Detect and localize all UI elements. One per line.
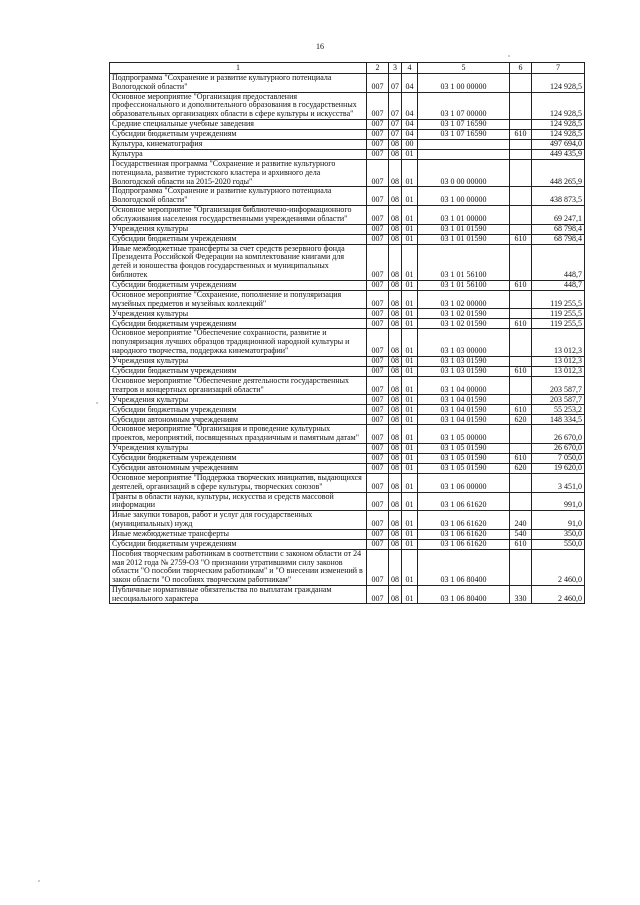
cell-c6 — [510, 119, 532, 129]
cell-c2: 007 — [367, 492, 389, 511]
cell-c5: 03 1 06 80400 — [418, 585, 510, 604]
cell-c4: 01 — [402, 290, 418, 309]
cell-name: Культура — [110, 149, 367, 159]
cell-c6 — [510, 149, 532, 159]
cell-name: Иные закупки товаров, работ и услуг для государственных (муниципальных) нужд — [110, 511, 367, 530]
cell-c3: 07 — [389, 129, 402, 139]
table-row — [110, 415, 585, 425]
cell-c5: 03 1 05 01590 — [418, 453, 510, 463]
cell-c4: 01 — [402, 529, 418, 539]
cell-c7: 119 255,5 — [532, 319, 585, 329]
cell-name: Государственная программа "Сохранение и развитие культурного потенциала, развитие туристского кластера и архивного дела Вологодской области на 2015-2020 годы" — [110, 159, 367, 186]
cell-c7: 69 247,1 — [532, 205, 585, 224]
cell-c2: 007 — [367, 290, 389, 309]
cell-name: Культура, кинематография — [110, 139, 367, 149]
cell-c6 — [510, 244, 532, 280]
cell-c2: 007 — [367, 405, 389, 415]
cell-c5: 03 1 05 00000 — [418, 425, 510, 444]
cell-c7: 124 928,5 — [532, 119, 585, 129]
table-row — [110, 492, 585, 511]
cell-c6: 540 — [510, 529, 532, 539]
cell-c2: 007 — [367, 129, 389, 139]
cell-c6 — [510, 492, 532, 511]
cell-c6 — [510, 309, 532, 319]
cell-c5: 03 1 02 00000 — [418, 290, 510, 309]
cell-c2: 007 — [367, 329, 389, 356]
table-row — [110, 234, 585, 244]
cell-name: Субсидии бюджетным учреждениям — [110, 405, 367, 415]
table-row — [110, 366, 585, 376]
cell-c6: 620 — [510, 463, 532, 473]
cell-c4: 04 — [402, 119, 418, 129]
cell-c4: 01 — [402, 492, 418, 511]
cell-c7: 26 670,0 — [532, 425, 585, 444]
cell-c7: 550,0 — [532, 539, 585, 549]
cell-c5: 03 1 06 61620 — [418, 511, 510, 530]
cell-c3: 08 — [389, 473, 402, 492]
cell-c6: 610 — [510, 280, 532, 290]
table-row — [110, 149, 585, 159]
cell-c3: 08 — [389, 329, 402, 356]
cell-c4: 01 — [402, 244, 418, 280]
cell-c3: 08 — [389, 280, 402, 290]
cell-c3: 08 — [389, 205, 402, 224]
cell-c5: 03 1 04 01590 — [418, 405, 510, 415]
cell-name: Субсидии бюджетным учреждениям — [110, 539, 367, 549]
cell-c2: 007 — [367, 309, 389, 319]
cell-c6: 330 — [510, 585, 532, 604]
cell-c3: 08 — [389, 453, 402, 463]
cell-name: Субсидии бюджетным учреждениям — [110, 280, 367, 290]
table-body — [110, 63, 585, 604]
cell-c6 — [510, 92, 532, 119]
header-cell: 7 — [532, 63, 585, 74]
table-row — [110, 395, 585, 405]
cell-name: Основное мероприятие "Поддержка творческих инициатив, выдающихся деятелей, организаций в сфере культуры, творческих союзов" — [110, 473, 367, 492]
cell-c5: 03 1 01 00000 — [418, 205, 510, 224]
cell-c6 — [510, 473, 532, 492]
cell-c7: 19 620,0 — [532, 463, 585, 473]
cell-c2: 007 — [367, 463, 389, 473]
cell-c7: 203 587,7 — [532, 395, 585, 405]
cell-name: Подпрограмма "Сохранение и развитие культурного потенциала Вологодской области" — [110, 187, 367, 206]
cell-c5: 03 1 05 01590 — [418, 463, 510, 473]
cell-c4: 01 — [402, 585, 418, 604]
cell-name: Пособия творческим работникам в соответствии с законом области от 24 мая 2012 года № 2759-ОЗ "О признании утратившими силу законов области "О пособии творческим работникам" и "О внесении изменений в закон области "О пособиях творческим работникам" — [110, 549, 367, 585]
cell-c7: 497 694,0 — [532, 139, 585, 149]
table-row — [110, 74, 585, 93]
cell-name: Субсидии автономным учреждениям — [110, 415, 367, 425]
table-row — [110, 473, 585, 492]
cell-c6 — [510, 205, 532, 224]
cell-name: Учреждения культуры — [110, 443, 367, 453]
cell-c3: 07 — [389, 92, 402, 119]
cell-c7: 7 050,0 — [532, 453, 585, 463]
cell-c5: 03 0 00 00000 — [418, 159, 510, 186]
cell-c5: 03 1 00 00000 — [418, 187, 510, 206]
cell-c3: 08 — [389, 492, 402, 511]
cell-c2: 007 — [367, 539, 389, 549]
cell-c2: 007 — [367, 376, 389, 395]
cell-c7: 148 334,5 — [532, 415, 585, 425]
cell-c5: 03 1 02 01590 — [418, 319, 510, 329]
cell-name: Субсидии автономным учреждениям — [110, 463, 367, 473]
cell-c2: 007 — [367, 356, 389, 366]
cell-c5: 03 1 01 01590 — [418, 224, 510, 234]
cell-c5: 03 1 04 01590 — [418, 395, 510, 405]
cell-c7: 350,0 — [532, 529, 585, 539]
cell-name: Субсидии бюджетным учреждениям — [110, 366, 367, 376]
cell-c7: 55 253,2 — [532, 405, 585, 415]
cell-c4: 01 — [402, 405, 418, 415]
cell-c3: 08 — [389, 187, 402, 206]
header-cell: 2 — [367, 63, 389, 74]
cell-name: Основное мероприятие "Обеспечение сохранности, развитие и популяризация лучших образцов традиционной народной культуры и народного творчества, поддержка кинематографии" — [110, 329, 367, 356]
table-row — [110, 585, 585, 604]
cell-c3: 08 — [389, 319, 402, 329]
cell-c4: 01 — [402, 463, 418, 473]
header-cell: 3 — [389, 63, 402, 74]
cell-c6 — [510, 425, 532, 444]
cell-c7: 203 587,7 — [532, 376, 585, 395]
cell-c2: 007 — [367, 205, 389, 224]
cell-c3: 08 — [389, 244, 402, 280]
cell-name: Учреждения культуры — [110, 356, 367, 366]
cell-c5: 03 1 07 00000 — [418, 92, 510, 119]
cell-c3: 08 — [389, 309, 402, 319]
cell-c4: 01 — [402, 159, 418, 186]
cell-c4: 01 — [402, 280, 418, 290]
cell-c2: 007 — [367, 453, 389, 463]
table-row — [110, 159, 585, 186]
cell-c6 — [510, 443, 532, 453]
cell-name: Основное мероприятие "Организация предоставления профессионального и дополнительного образования в государственных образовательных организациях области в сфере культуры и искусства" — [110, 92, 367, 119]
table-row — [110, 280, 585, 290]
cell-c5: 03 1 03 00000 — [418, 329, 510, 356]
cell-c4: 01 — [402, 395, 418, 405]
cell-c3: 08 — [389, 529, 402, 539]
table-row — [110, 92, 585, 119]
cell-name: Средние специальные учебные заведения — [110, 119, 367, 129]
cell-c7: 124 928,5 — [532, 129, 585, 139]
cell-c3: 08 — [389, 549, 402, 585]
table-row — [110, 376, 585, 395]
cell-c5: 03 1 04 01590 — [418, 415, 510, 425]
cell-c7: 68 798,4 — [532, 234, 585, 244]
cell-c5: 03 1 01 56100 — [418, 244, 510, 280]
cell-name: Субсидии бюджетным учреждениям — [110, 234, 367, 244]
cell-c6: 610 — [510, 453, 532, 463]
cell-c3: 08 — [389, 234, 402, 244]
cell-c2: 007 — [367, 585, 389, 604]
cell-c5: 03 1 06 80400 — [418, 549, 510, 585]
cell-c5: 03 1 07 16590 — [418, 119, 510, 129]
cell-c5: 03 1 06 61620 — [418, 529, 510, 539]
cell-name: Подпрограмма "Сохранение и развитие культурного потенциала Вологодской области" — [110, 74, 367, 93]
cell-c2: 007 — [367, 366, 389, 376]
cell-c4: 01 — [402, 549, 418, 585]
cell-c7: 13 012,3 — [532, 366, 585, 376]
cell-c5: 03 1 03 01590 — [418, 366, 510, 376]
cell-c7: 449 435,9 — [532, 149, 585, 159]
cell-c2: 007 — [367, 159, 389, 186]
cell-c4: 01 — [402, 415, 418, 425]
cell-c7: 91,0 — [532, 511, 585, 530]
cell-name: Субсидии бюджетным учреждениям — [110, 129, 367, 139]
cell-c6: 610 — [510, 319, 532, 329]
cell-c6 — [510, 139, 532, 149]
table-row — [110, 205, 585, 224]
table-row — [110, 187, 585, 206]
cell-c4: 01 — [402, 319, 418, 329]
table-row — [110, 129, 585, 139]
table-row — [110, 405, 585, 415]
cell-name: Публичные нормативные обязательства по выплатам гражданам несоциального характера — [110, 585, 367, 604]
cell-c7: 2 460,0 — [532, 585, 585, 604]
table-row — [110, 549, 585, 585]
cell-c7: 438 873,5 — [532, 187, 585, 206]
cell-c7: 991,0 — [532, 492, 585, 511]
table-row — [110, 511, 585, 530]
cell-c5 — [418, 149, 510, 159]
cell-c2: 007 — [367, 425, 389, 444]
cell-c5: 03 1 01 56100 — [418, 280, 510, 290]
cell-c6: 610 — [510, 129, 532, 139]
cell-c4: 01 — [402, 309, 418, 319]
cell-c5: 03 1 00 00000 — [418, 74, 510, 93]
cell-c3: 08 — [389, 139, 402, 149]
cell-c2: 007 — [367, 244, 389, 280]
cell-c6 — [510, 187, 532, 206]
cell-c2: 007 — [367, 415, 389, 425]
cell-c7: 13 012,3 — [532, 356, 585, 366]
cell-c7: 119 255,5 — [532, 290, 585, 309]
cell-c4: 04 — [402, 129, 418, 139]
cell-c7: 119 255,5 — [532, 309, 585, 319]
cell-c4: 04 — [402, 74, 418, 93]
cell-c6 — [510, 224, 532, 234]
cell-c3: 08 — [389, 366, 402, 376]
cell-c7: 13 012,3 — [532, 329, 585, 356]
cell-c6 — [510, 356, 532, 366]
budget-table — [109, 62, 585, 604]
cell-c3: 08 — [389, 224, 402, 234]
cell-c6 — [510, 74, 532, 93]
table-row — [110, 244, 585, 280]
cell-c3: 08 — [389, 395, 402, 405]
cell-c3: 08 — [389, 149, 402, 159]
table-row — [110, 425, 585, 444]
cell-c5: 03 1 05 01590 — [418, 443, 510, 453]
cell-c2: 007 — [367, 549, 389, 585]
cell-c3: 08 — [389, 511, 402, 530]
cell-c7: 124 928,5 — [532, 92, 585, 119]
table-row — [110, 443, 585, 453]
cell-c2: 007 — [367, 139, 389, 149]
table-row — [110, 329, 585, 356]
cell-c5: 03 1 06 61620 — [418, 492, 510, 511]
cell-c6: 610 — [510, 366, 532, 376]
cell-c3: 08 — [389, 415, 402, 425]
cell-c4: 01 — [402, 205, 418, 224]
table-row — [110, 539, 585, 549]
cell-c2: 007 — [367, 119, 389, 129]
cell-c5 — [418, 139, 510, 149]
cell-c3: 08 — [389, 463, 402, 473]
cell-c6: 610 — [510, 539, 532, 549]
cell-c3: 08 — [389, 290, 402, 309]
cell-c2: 007 — [367, 149, 389, 159]
cell-c4: 01 — [402, 234, 418, 244]
cell-c4: 01 — [402, 224, 418, 234]
cell-c7: 448 265,9 — [532, 159, 585, 186]
header-cell: 1 — [110, 63, 367, 74]
table-row — [110, 290, 585, 309]
cell-c5: 03 1 06 61620 — [418, 539, 510, 549]
cell-name: Учреждения культуры — [110, 309, 367, 319]
cell-c3: 08 — [389, 376, 402, 395]
header-cell: 5 — [418, 63, 510, 74]
cell-c2: 007 — [367, 234, 389, 244]
cell-c6: 240 — [510, 511, 532, 530]
cell-c6 — [510, 376, 532, 395]
cell-c2: 007 — [367, 319, 389, 329]
cell-name: Основное мероприятие "Организация и проведение культурных проектов, мероприятий, посвященных праздничным и памятным датам" — [110, 425, 367, 444]
cell-c2: 007 — [367, 395, 389, 405]
cell-c2: 007 — [367, 187, 389, 206]
cell-c2: 007 — [367, 74, 389, 93]
cell-c7: 448,7 — [532, 280, 585, 290]
cell-name: Основное мероприятие "Сохранение, пополнение и популяризация музейных предметов и музейных коллекций" — [110, 290, 367, 309]
cell-c7: 3 451,0 — [532, 473, 585, 492]
header-cell: 4 — [402, 63, 418, 74]
cell-name: Иные межбюджетные трансферты — [110, 529, 367, 539]
table-row — [110, 119, 585, 129]
cell-c2: 007 — [367, 443, 389, 453]
cell-name: Гранты в области науки, культуры, искусства и средств массовой информации — [110, 492, 367, 511]
cell-c2: 007 — [367, 529, 389, 539]
table-header-row — [110, 63, 585, 74]
scan-speck — [96, 402, 98, 404]
cell-name: Субсидии бюджетным учреждениям — [110, 319, 367, 329]
cell-name: Основное мероприятие "Обеспечение деятельности государственных театров и концертных организаций области" — [110, 376, 367, 395]
cell-c5: 03 1 07 16590 — [418, 129, 510, 139]
cell-c3: 08 — [389, 585, 402, 604]
cell-c5: 03 1 04 00000 — [418, 376, 510, 395]
table-row — [110, 453, 585, 463]
cell-c6 — [510, 549, 532, 585]
cell-c7: 448,7 — [532, 244, 585, 280]
cell-name: Иные межбюджетные трансферты за счет средств резервного фонда Президента Российской Федерации на комплектование книгами для детей и юношества фондов государственных и муниципальных библиотек — [110, 244, 367, 280]
cell-c4: 01 — [402, 425, 418, 444]
cell-c7: 68 798,4 — [532, 224, 585, 234]
cell-c4: 01 — [402, 443, 418, 453]
table-row — [110, 319, 585, 329]
cell-c7: 2 460,0 — [532, 549, 585, 585]
cell-c4: 01 — [402, 356, 418, 366]
page-number: 16 — [316, 42, 324, 51]
cell-c4: 01 — [402, 329, 418, 356]
cell-c6 — [510, 290, 532, 309]
cell-c4: 01 — [402, 376, 418, 395]
cell-c2: 007 — [367, 473, 389, 492]
table-row — [110, 309, 585, 319]
cell-c6: 610 — [510, 234, 532, 244]
cell-c4: 04 — [402, 92, 418, 119]
cell-c3: 07 — [389, 74, 402, 93]
cell-name: Учреждения культуры — [110, 224, 367, 234]
cell-c6: 620 — [510, 415, 532, 425]
header-cell: 6 — [510, 63, 532, 74]
cell-c5: 03 1 06 00000 — [418, 473, 510, 492]
cell-c3: 08 — [389, 405, 402, 415]
table-row — [110, 356, 585, 366]
cell-c7: 124 928,5 — [532, 74, 585, 93]
cell-c4: 01 — [402, 187, 418, 206]
cell-c3: 08 — [389, 443, 402, 453]
cell-c3: 08 — [389, 356, 402, 366]
cell-c2: 007 — [367, 92, 389, 119]
cell-c6 — [510, 329, 532, 356]
table-row — [110, 139, 585, 149]
cell-c6 — [510, 395, 532, 405]
scan-speck — [38, 880, 40, 882]
cell-c4: 01 — [402, 473, 418, 492]
cell-c4: 01 — [402, 539, 418, 549]
cell-c5: 03 1 03 01590 — [418, 356, 510, 366]
cell-c3: 08 — [389, 539, 402, 549]
cell-c4: 01 — [402, 149, 418, 159]
cell-c4: 00 — [402, 139, 418, 149]
cell-c2: 007 — [367, 224, 389, 234]
cell-c4: 01 — [402, 511, 418, 530]
cell-c2: 007 — [367, 280, 389, 290]
cell-c5: 03 1 02 01590 — [418, 309, 510, 319]
cell-name: Учреждения культуры — [110, 395, 367, 405]
cell-c4: 01 — [402, 453, 418, 463]
cell-c5: 03 1 01 01590 — [418, 234, 510, 244]
cell-c6: 610 — [510, 405, 532, 415]
cell-name: Основное мероприятие "Организация библиотечно-информационного обслуживания населения государственными учреждениями области" — [110, 205, 367, 224]
cell-c3: 08 — [389, 425, 402, 444]
cell-c3: 08 — [389, 159, 402, 186]
cell-c2: 007 — [367, 511, 389, 530]
cell-c3: 07 — [389, 119, 402, 129]
table-row — [110, 224, 585, 234]
cell-c7: 26 670,0 — [532, 443, 585, 453]
scan-speck — [508, 55, 510, 57]
cell-c6 — [510, 159, 532, 186]
table-row — [110, 463, 585, 473]
table-row — [110, 529, 585, 539]
cell-name: Субсидии бюджетным учреждениям — [110, 453, 367, 463]
cell-c4: 01 — [402, 366, 418, 376]
